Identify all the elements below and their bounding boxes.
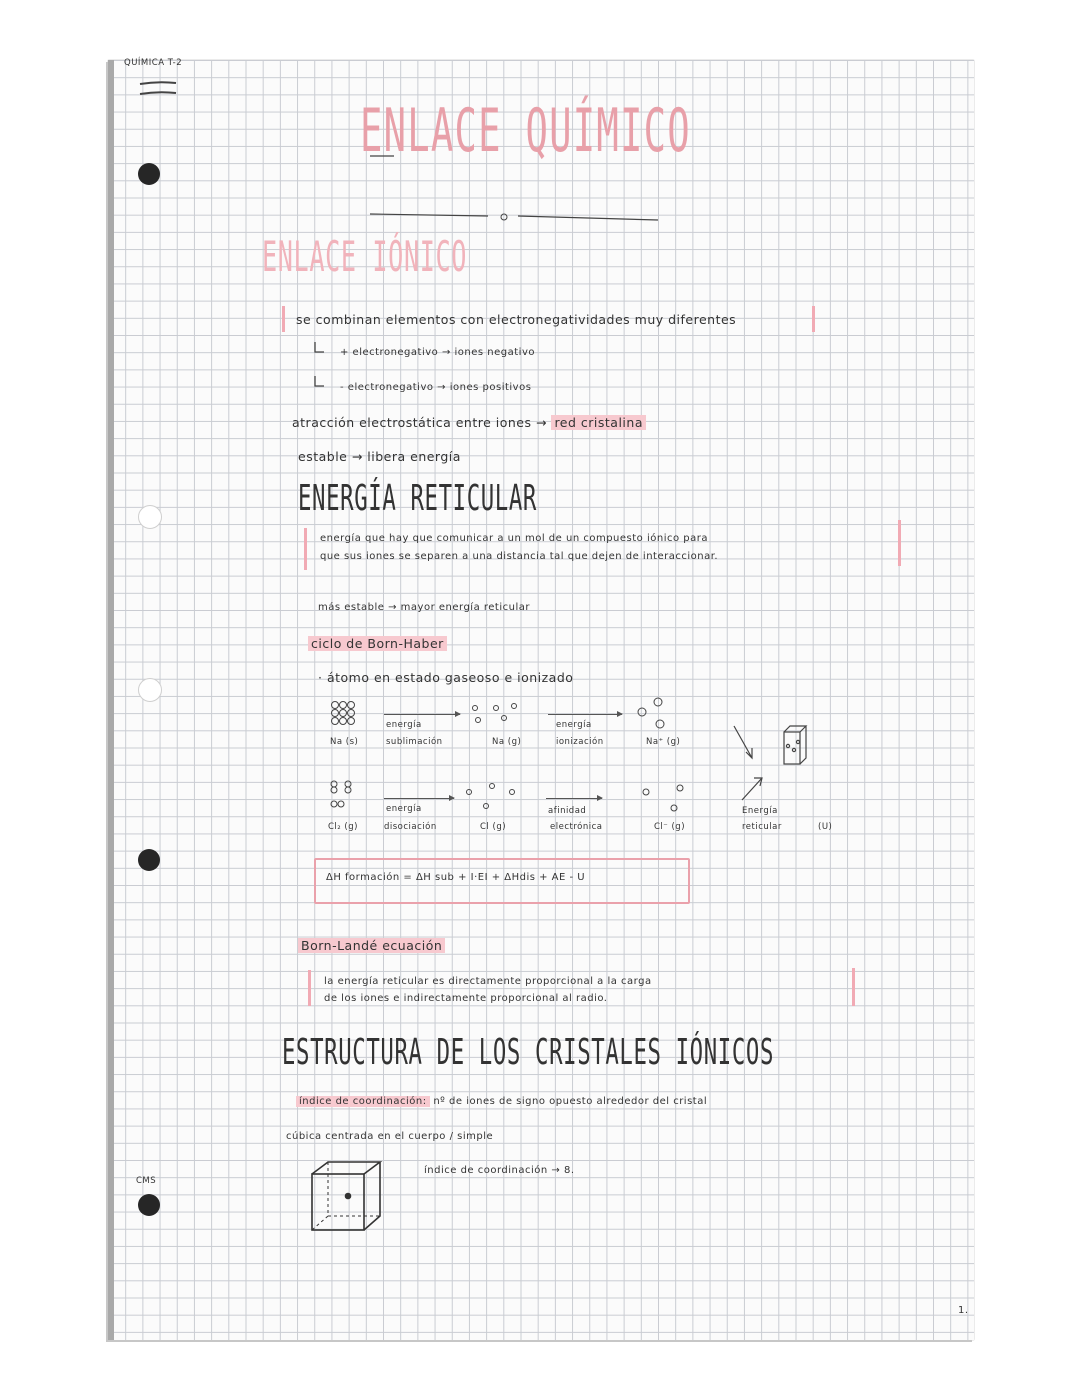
binder-hole bbox=[138, 678, 162, 702]
born-haber-label bbox=[308, 636, 447, 651]
lattice-energy-arrows bbox=[728, 722, 838, 806]
attraction-prefix: atracción electrostática entre iones → bbox=[292, 415, 547, 430]
double-line-mark bbox=[138, 78, 178, 104]
born-lande-line1: la energía reticular es directamente proporcional a la carga bbox=[324, 976, 652, 987]
sodium-gas-atoms bbox=[470, 702, 520, 728]
lattice-energy-unit: (U) bbox=[818, 822, 833, 832]
born-haber-text: ciclo de Born-Haber bbox=[308, 636, 447, 651]
coordination-label: índice de coordinación: bbox=[296, 1096, 430, 1107]
formation-formula: ΔH formación = ΔH sub + I·EI + ΔHdis + AE - U bbox=[326, 872, 586, 883]
page-number: 1. bbox=[958, 1305, 969, 1316]
sublimation-label-top: energía bbox=[386, 720, 422, 730]
ionization-label-bottom: ionización bbox=[556, 737, 604, 747]
cl2-gas-label: Cl₂ (g) bbox=[328, 822, 358, 832]
more-stable-text: más estable → mayor energía reticular bbox=[318, 602, 530, 613]
coordination-value: índice de coordinación → 8. bbox=[424, 1165, 575, 1176]
title-underline bbox=[368, 210, 668, 230]
attraction-result: red cristalina bbox=[551, 415, 646, 430]
section-title-ionic: ENLACE IÓNICO bbox=[262, 232, 468, 281]
page-margin-bar bbox=[108, 60, 114, 1340]
notebook-page bbox=[108, 60, 974, 1340]
cubic-structure-text: cúbica centrada en el cuerpo / simple bbox=[286, 1131, 494, 1142]
subject-label: QUÍMICA T-2 bbox=[124, 58, 183, 68]
page-title: ENLACE QUÍMICO bbox=[360, 96, 691, 166]
cl-ion-label: Cl⁻ (g) bbox=[654, 822, 686, 832]
dissociation-label-top: energía bbox=[386, 804, 422, 814]
cubic-crystal-diagram bbox=[308, 1158, 384, 1234]
section-title-structure: ESTRUCTURA DE LOS CRISTALES IÓNICOS bbox=[282, 1032, 775, 1073]
chlorine-molecule-atoms bbox=[330, 780, 358, 810]
lattice-definition-line2: que sus iones se separen a una distancia tal que dejen de interaccionar. bbox=[320, 551, 719, 562]
pink-bracket bbox=[282, 306, 285, 332]
affinity-label-bottom: electrónica bbox=[550, 822, 603, 832]
binder-hole bbox=[138, 163, 160, 185]
dissociation-label-bottom: disociación bbox=[384, 822, 437, 832]
born-lande-text: Born-Landé ecuación bbox=[298, 938, 445, 953]
binder-hole bbox=[138, 1194, 160, 1216]
cl-gas-label: Cl (g) bbox=[480, 822, 507, 832]
sublimation-label-bottom: sublimación bbox=[386, 737, 443, 747]
sodium-solid-atoms bbox=[330, 700, 356, 728]
pink-bracket bbox=[898, 520, 901, 566]
section-title-lattice: ENERGÍA RETICULAR bbox=[298, 478, 537, 519]
lattice-definition-line1: energía que hay que comunicar a un mol de un compuesto iónico para bbox=[320, 533, 708, 544]
pink-bracket bbox=[304, 528, 307, 570]
margin-note: CMS bbox=[136, 1176, 157, 1186]
affinity-label-top: afinidad bbox=[548, 806, 587, 816]
coordination-text: nº de iones de signo opuesto alrededor del cristal bbox=[433, 1096, 708, 1107]
pink-bracket bbox=[308, 970, 311, 1006]
chloride-ion-atoms bbox=[640, 782, 690, 816]
pink-bracket bbox=[812, 306, 815, 332]
lattice-energy-label-top: Energía bbox=[742, 806, 778, 816]
atom-state-text: · átomo en estado gaseoso e ionizado bbox=[318, 670, 574, 685]
affinity-arrow bbox=[546, 798, 602, 799]
na-solid-label: Na (s) bbox=[330, 737, 359, 747]
binder-hole bbox=[138, 505, 162, 529]
lattice-energy-label-bottom: reticular bbox=[742, 822, 782, 832]
stable-text: estable → libera energía bbox=[298, 449, 461, 464]
pink-bracket bbox=[852, 968, 855, 1006]
sub-bullet-arrows bbox=[312, 340, 334, 396]
ionic-definition: se combinan elementos con electronegatividades muy diferentes bbox=[296, 312, 737, 327]
dissociation-arrow bbox=[384, 798, 454, 799]
ionization-arrow bbox=[548, 714, 622, 715]
born-lande-label bbox=[298, 938, 445, 953]
binder-hole bbox=[138, 849, 160, 871]
born-lande-line2: de los iones e indirectamente proporcional al radio. bbox=[324, 993, 608, 1004]
na-ion-label: Na⁺ (g) bbox=[646, 737, 681, 747]
bullet-electronegative-minus: - electronegativo → iones positivos bbox=[340, 382, 532, 393]
sodium-ion-atoms bbox=[636, 696, 670, 732]
na-gas-label: Na (g) bbox=[492, 737, 522, 747]
ionization-label-top: energía bbox=[556, 720, 592, 730]
bullet-electronegative-plus: + electronegativo → iones negativo bbox=[340, 347, 535, 358]
coordination-definition bbox=[296, 1096, 707, 1107]
attraction-text bbox=[292, 415, 646, 430]
sublimation-arrow bbox=[384, 714, 460, 715]
chlorine-gas-atoms bbox=[464, 782, 520, 812]
